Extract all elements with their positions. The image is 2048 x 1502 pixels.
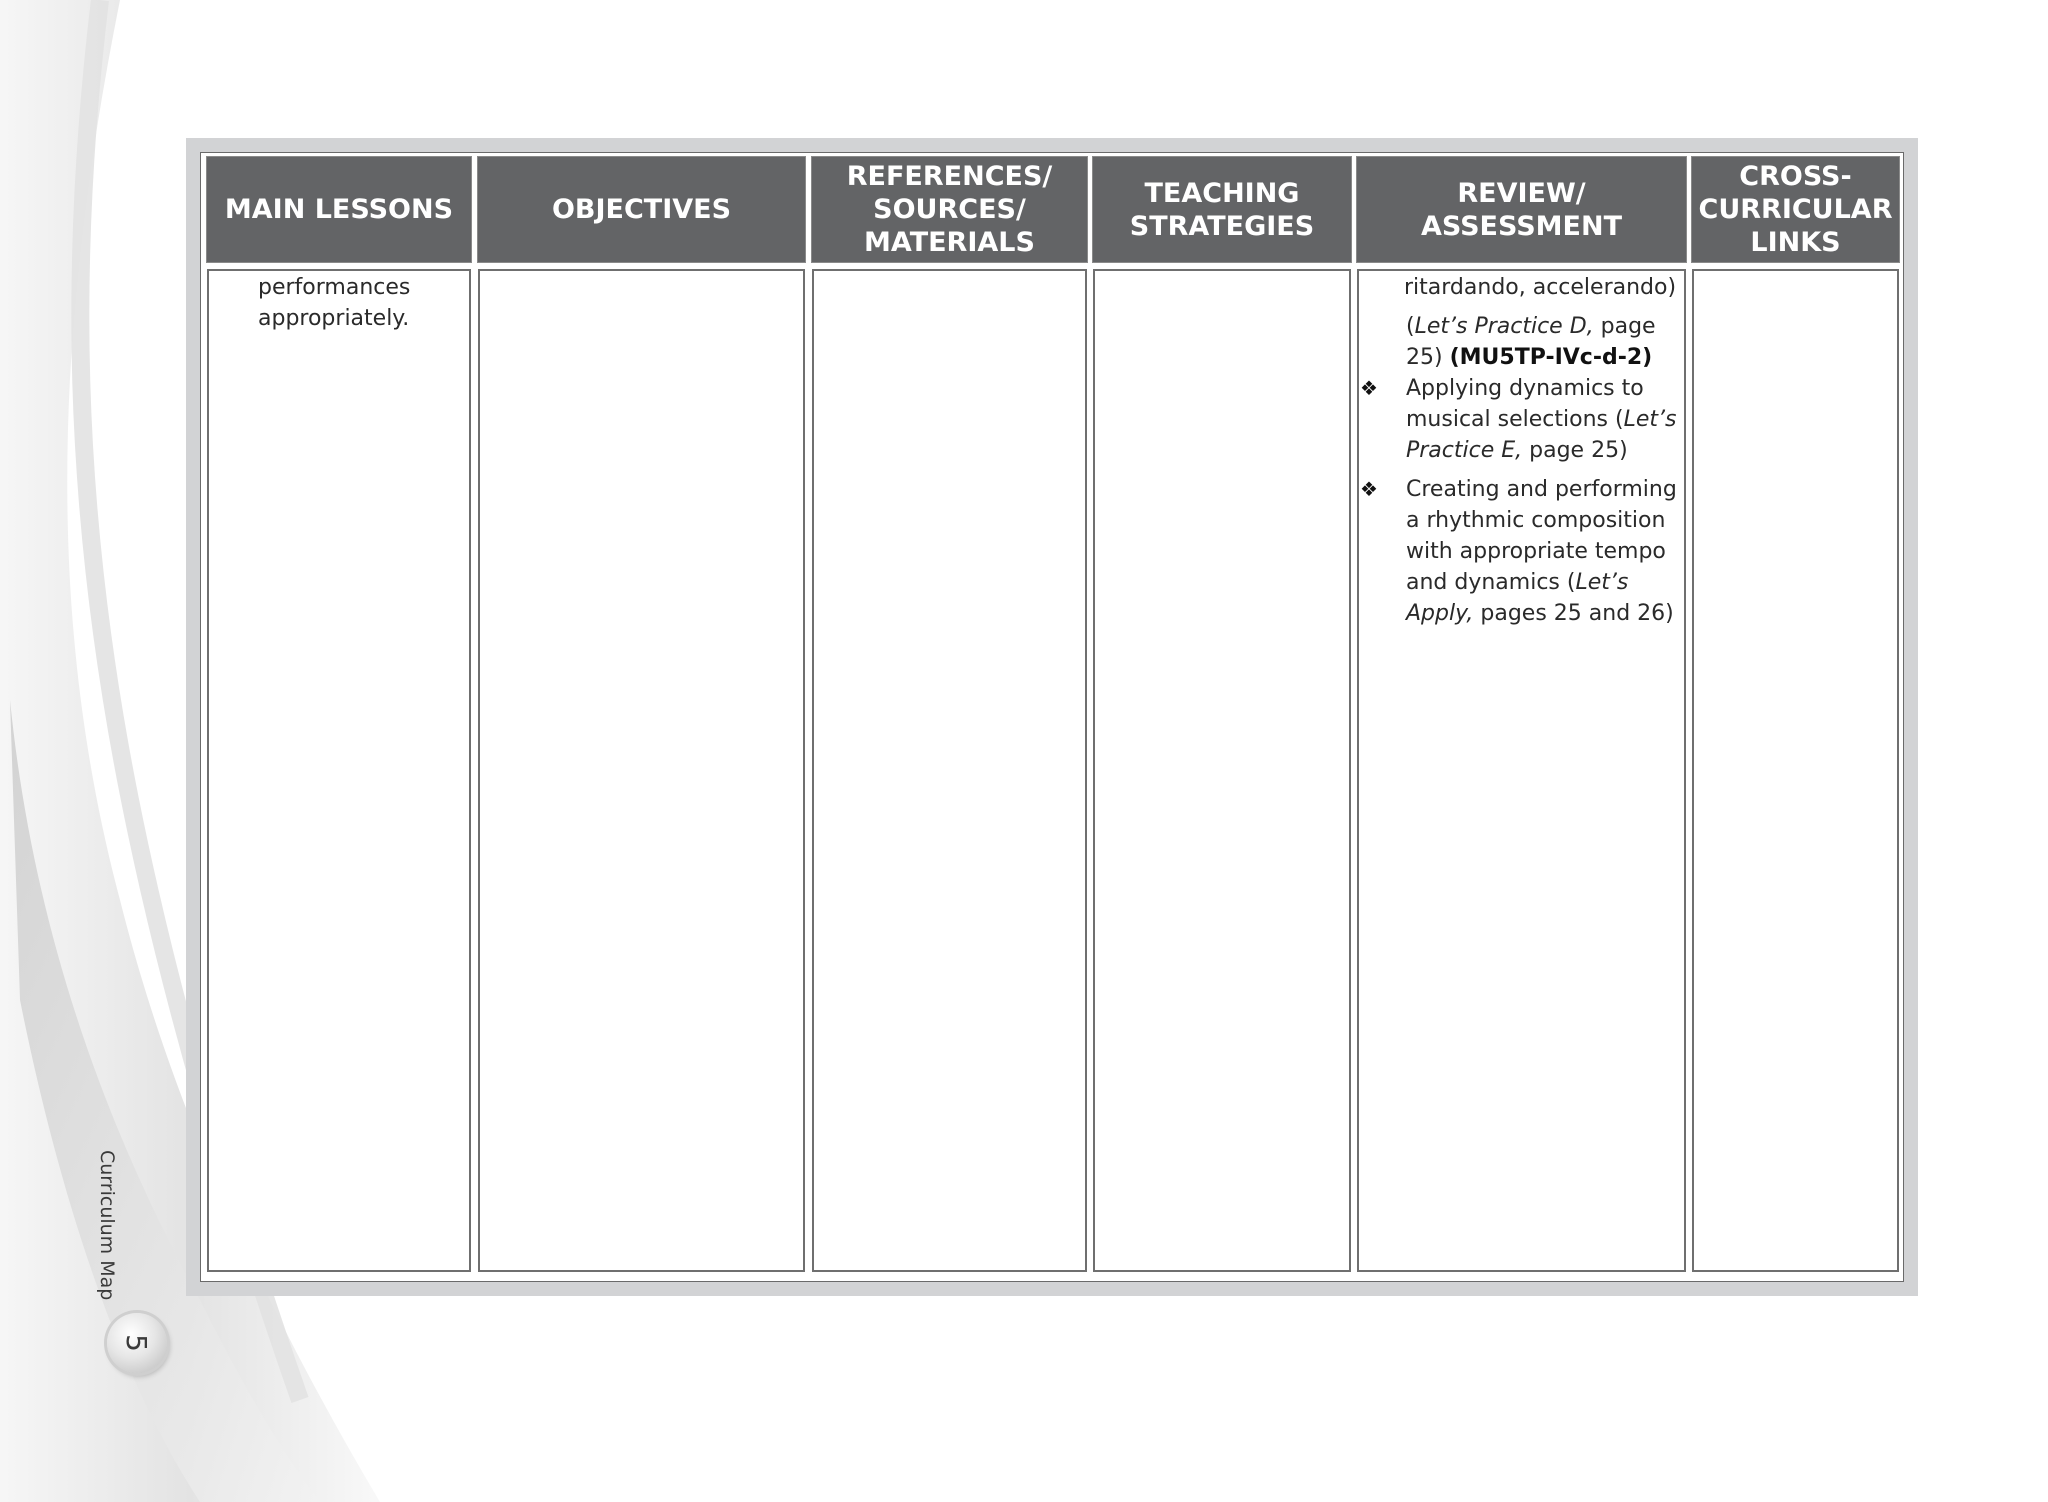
review-bullet-item: ❖ Creating and performing a rhythmic composition with appropriate tempo and dynamics (Let’s Apply, pages 25 and 26) bbox=[1354, 474, 1684, 629]
diamond-bullet-icon: ❖ bbox=[1360, 477, 1378, 501]
review-content bbox=[1354, 272, 1684, 629]
header-cross-curricular: CROSS- CURRICULAR LINKS bbox=[1692, 157, 1899, 262]
page-number-badge bbox=[107, 1313, 167, 1373]
header-main-lessons: MAIN LESSONS bbox=[207, 157, 471, 262]
cell-objectives bbox=[478, 269, 805, 1272]
diamond-bullet-icon: ❖ bbox=[1360, 376, 1378, 400]
review-reference-line: (Let’s Practice D, page 25) (MU5TP-IVc-d-2) bbox=[1406, 314, 1656, 370]
main-lessons-text: performances appropriately. bbox=[258, 275, 411, 331]
header-review-assessment: REVIEW/ ASSESSMENT bbox=[1357, 157, 1686, 262]
review-continued-line: ritardando, accelerando) bbox=[1404, 275, 1677, 300]
header-references: REFERENCES/ SOURCES/ MATERIALS bbox=[812, 157, 1087, 262]
review-bullet-item: ❖ Applying dynamics to musical selections (Let’s Practice E, page 25) bbox=[1354, 373, 1684, 466]
cell-teaching-strategies bbox=[1093, 269, 1351, 1272]
header-teaching-strategies: TEACHING STRATEGIES bbox=[1093, 157, 1351, 262]
competency-code: (MU5TP-IVc-d-2) bbox=[1449, 345, 1653, 370]
cell-references bbox=[812, 269, 1087, 1272]
sidebar-label: Curriculum Map bbox=[96, 1150, 118, 1301]
header-objectives: OBJECTIVES bbox=[478, 157, 805, 262]
cell-cross-curricular bbox=[1692, 269, 1899, 1272]
cell-main-lessons bbox=[207, 269, 471, 1272]
page-number: 5 bbox=[120, 1334, 154, 1352]
